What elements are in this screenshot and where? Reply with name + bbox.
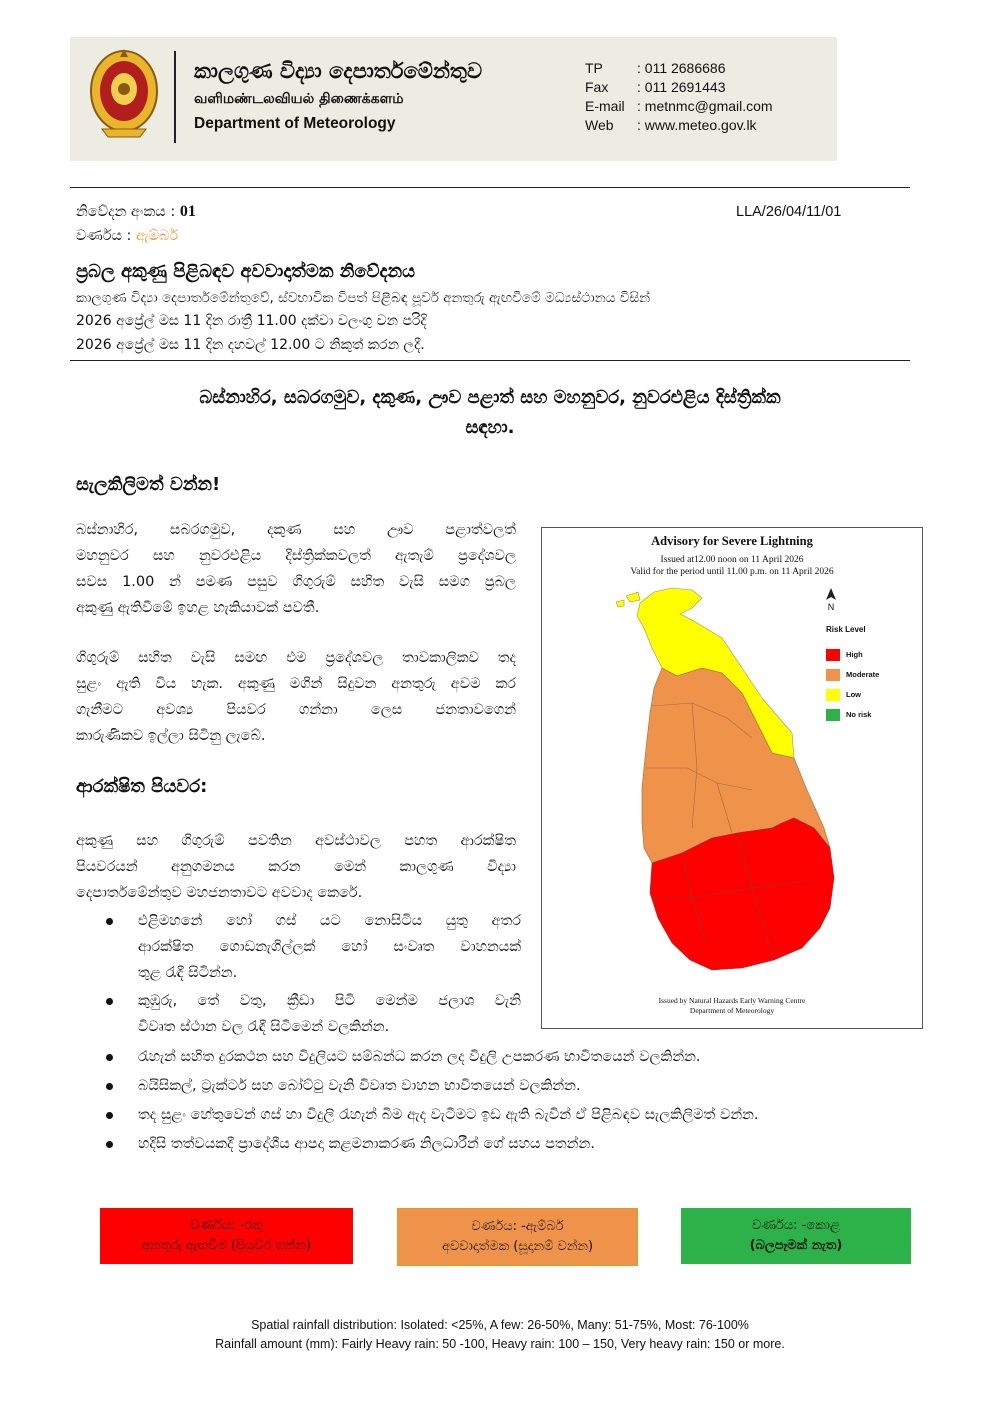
contact-fax: Fax : 011 2691443 [585,79,726,95]
bullet-item: බයිසිකල්, ට්‍රැක්ටර් සහ බෝට්ටු වැනි විවෘත වාහන භාවිතයෙන් වලකින්න. [106,1073,581,1099]
bullet-icon [106,998,113,1005]
districts-heading: බස්නාහිර, සබරගමුව, දකුණ, ඌව පළාත් සහ මහනුවර, නුවරඑළිය දිස්ත්‍රික්ක සඳහා. [199,387,781,438]
bullet-item: එළිමහනේ හෝ ගස් යට නොසිටිය යුතු අතර ආරක්ෂිත ගොඩනැගිල්ලක් හෝ සංවෘත වාහනයක් තුළ රැඳී සිටින්න. [106,908,521,986]
bullet-item: කුඹුරු, තේ වතු, ක්‍රීඩා පිටි මෙන්ම ජලාශ වැනි විවෘත ස්ථාන වල රැඳී සිටීමෙන් වලකින්න. [106,988,521,1040]
bullet-item: රැහැන් සහිත දුරකථන සහ විදුලියට සම්බන්ධ කරන ලද විදුලි උපකරණ භාවිතයෙන් වලකින්න. [106,1044,701,1070]
page-footer: Spatial rainfall distribution: Isolated: <25%, A few: 26-50%, Many: 51-75%, Most: 76-100% Rainfall amount (mm): Fairly Heavy rain: 50 -100, Heavy rain: 100 – 150, Very heavy rain: 150 or more. [215,1318,785,1351]
be-alert-heading: සැලකිලිමත් වන්න! [76,474,221,495]
bullet-icon [106,918,113,925]
bullet-icon [106,1054,113,1061]
bullet-icon [106,1083,113,1090]
legend-item-high: High [826,645,879,665]
map-subtitle: Issued at12.00 noon on 11 April 2026 Valid for the period until 11.00 p.m. on 11 April 2026 [630,555,834,577]
notice-title: ප්‍රබල අකුණු පිළිබඳව අවවාදාත්මක නිවේදනය [76,261,416,282]
issued-line-2: 2026 අප්‍රේල් මස 11 දින රාත්‍රී 11.00 දක්වා වලංගු වන පරිදි [76,313,427,329]
north-arrow-icon: N [824,588,838,612]
bullet-icon [106,1141,113,1148]
issued-line-3: 2026 අප්‍රේල් මස 11 දින දහවල් 12.00 ට නිකුත් කරන ලදී. [76,337,425,353]
notice-number: නිවේදන අංකය : 01 [76,203,196,220]
bullet-icon [106,1112,113,1119]
band-green: වර්ණය: -කොළ (බලපෑමක් නැත) [681,1208,911,1264]
paragraph-1: බස්නාහිර, සබරගමුව, දකුණ සහ ඌව පළාත්වලත් මහනුවර සහ නුවරඑළිය දිස්ත්‍රික්කවලත් ඇතැම් ප්‍රදේශවල සවස 1.00 න් පමණ පසුව ගිගුරුම් සහිත වැසි සමග ප්‍රබල අකුණු ඇතිවීමේ ඉහළ හැකියාවක් පවතී. [76,522,516,616]
lightning-advisory-map [541,527,923,1029]
band-amber: වර්ණය: -ඇම්බර් අවවාදාත්මක (සූදානම් වන්න) [397,1208,638,1266]
notice-reference: LLA/26/04/11/01 [736,204,842,220]
rule-bottom [70,360,910,361]
map-legend [826,645,879,725]
paragraph-3: අකුණු සහ ගිගුරුම් පවතින අවස්ථාවල පහත ආරක්ෂිත පියවරයන් අනුගමනය කරන මෙන් කාලගුණ විද්‍යා දෙපාර්තමේන්තුව මහජනතාවට අවවාද කෙරේ. [76,833,516,901]
contact-email[interactable]: E-mail : metnmc@gmail.com [585,98,773,114]
paragraph-2: ගිගුරුම් සහිත වැසි සමඟ එම ප්‍රදේශවල තාවකාලිකව තද සුළං ඇති විය හැක. අකුණු මගින් සිදුවන අනතුරු අවම කර ගැනීමට අවශ්‍ය පියවර ගන්නා ලෙස ජනතාවගෙන් කාරුණිකව ඉල්ලා සිටිනු ලැබේ. [76,650,516,744]
legend-item-moderate: Moderate [826,665,879,685]
rule-top [70,187,910,188]
bullet-item: හදිසි තත්වයකදී ප්‍රාදේශීය ආපදා කළමනාකරණ නිලධාරීන් ගේ සහය පතන්න. [106,1131,595,1157]
map-footer: Issued by Natural Hazards Early Warning Centre Department of Meteorology [658,996,806,1015]
contact-web[interactable]: Web : www.meteo.gov.lk [585,117,757,133]
divider [174,51,176,143]
precautions-heading: ආරක්ෂිත පියවර: [76,776,208,797]
band-red: වර්ණය: -රතු අනතුරු ඇඟවීම (පියවර ගන්න) [100,1208,353,1264]
contact-tp: TP : 011 2686686 [585,60,726,76]
contact-block [585,59,773,135]
department-name-tamil: வளிமண்டலவியல் திணைக்களம் [194,91,404,107]
sri-lanka-map [542,528,922,1028]
legend-item-low: Low [826,685,879,705]
notice-colour: වර්ණය : ඇම්බර් [76,228,179,244]
department-name-sinhala: කාලගුණ විද්‍යා දෙපාර්තමේන්තුව [194,59,483,83]
department-name-english: Department of Meteorology [194,115,396,132]
issued-line-1: කාලගුණ විද්‍යා දෙපාර්තමේන්තුවේ, ස්වභාවික විපත් පිළිබඳ පූර්ව අනතුරු ඇඟවීමේ මධ්‍යස්ථානය විසින් [76,290,651,306]
legend-title: Risk Level [826,625,866,634]
letterhead [70,37,837,161]
bullet-item: තද සුළං හේතුවෙන් ගස් හා විදුලි රැහැන් බිම ඇද වැටීමට ඉඩ ඇති බැවින් ඒ පිළිබඳව සැලකිලිමත් වන්න. [106,1102,759,1128]
legend-item-no-risk: No risk [826,705,879,725]
national-emblem-icon [88,45,160,143]
map-title: Advisory for Severe Lightning [651,534,813,548]
